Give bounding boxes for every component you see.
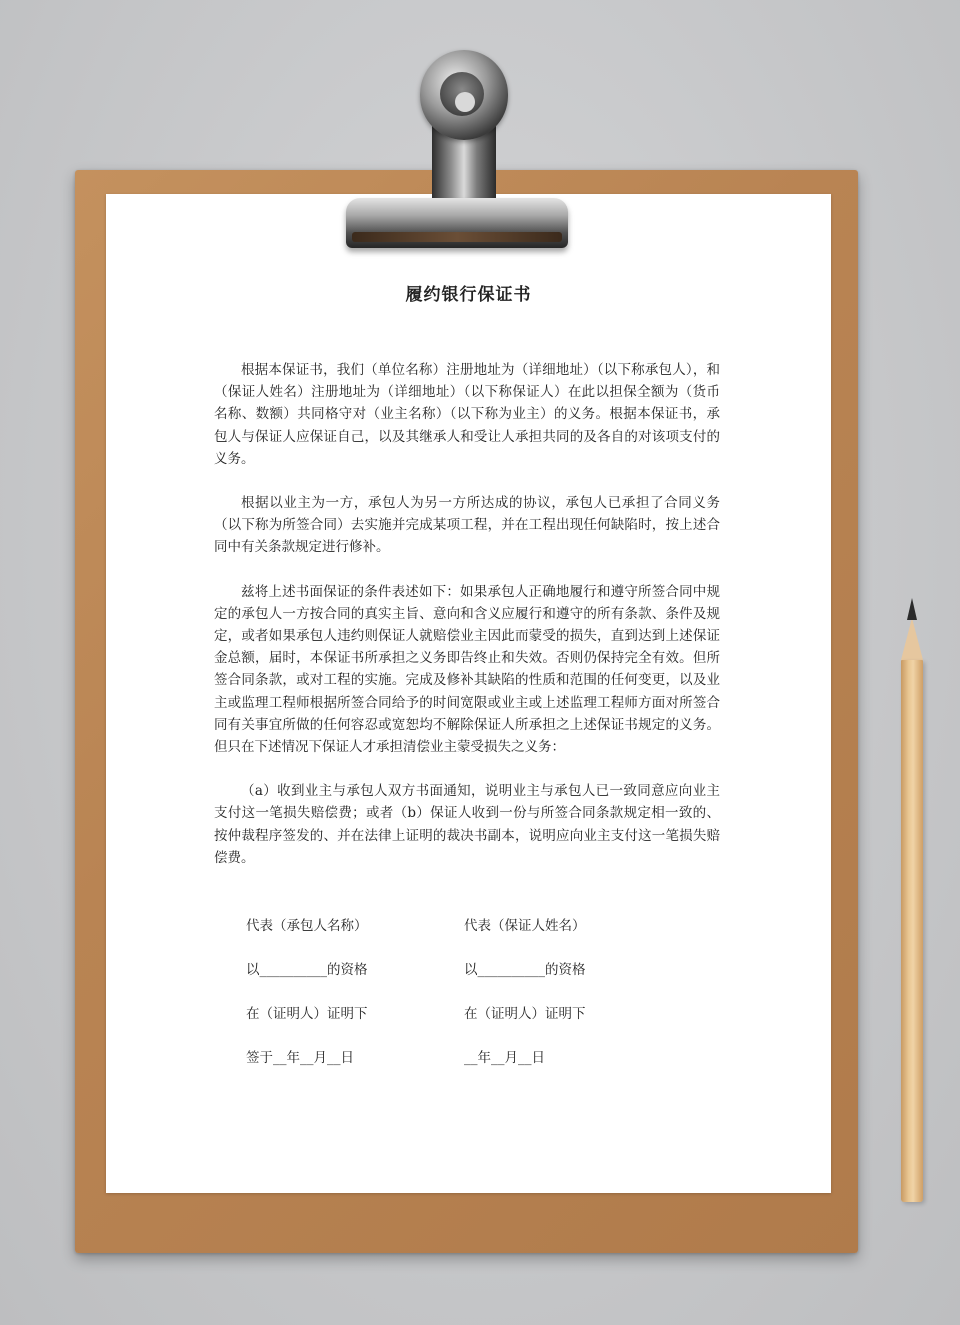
guarantor-witness: 在（证明人）证明下: [464, 1006, 586, 1022]
signature-row-witness: [246, 1002, 666, 1046]
document-body: [214, 359, 720, 891]
clip-base: [346, 198, 568, 248]
paragraph-cases: （a）收到业主与承包人双方书面通知，说明业主与承包人已一致同意应向业主支付这一笔损失赔偿费；或者（b）保证人收到一份与所签合同条款规定相一致的、按仲裁程序签发的、并在法律上证明的裁决书副本，说明应向业主支付这一笔损失赔偿费。: [214, 783, 720, 866]
pencil-body: [901, 660, 923, 1202]
contractor-date: 签于__年__月__日: [246, 1050, 354, 1066]
document-page: [106, 194, 831, 1193]
signature-row-date: [246, 1046, 666, 1090]
pencil-icon: [898, 598, 928, 1208]
guarantor-capacity: 以__________的资格: [464, 962, 586, 978]
document-title: 履约银行保证书: [405, 285, 532, 305]
binder-clip: [346, 50, 568, 248]
paragraph-conditions: 兹将上述书面保证的条件表述如下：如果承包人正确地履行和遵守所签合同中规定的承包人一方按合同的真实主旨、意向和含义应履行和遵守的所有条款、条件及规定，或者如果承包人违约则保证人就赔偿业主因此而蒙受的损失，直到达到上述保证金总额，届时，本保证书所承担之义务即告终止和失效。否则仍保持完全有效。但所签合同条款，或对工程的实施。完成及修补其缺陷的性质和范围的任何变更，以及业主或监理工程师根据所签合同给予的时间宽限或业主或上述监理工程师方面对所签合同有关事宜所做的任何容忍或宽恕均不解除保证人所承担之上述保证书规定的义务。但只在下述情况下保证人才承担清偿业主蒙受损失之义务：: [214, 583, 720, 756]
paragraph-contract: 根据以业主为一方，承包人为另一方所达成的协议，承包人已承担了合同义务（以下称为所签合同）去实施并完成某项工程，并在工程出现任何缺陷时，按上述合同中有关条款规定进行修补。: [214, 495, 720, 556]
document-content: [106, 194, 831, 1193]
paragraph-intro: 根据本保证书，我们（单位名称）注册地址为（详细地址）（以下称承包人），和（保证人姓名）注册地址为（详细地址）（以下称保证人）在此以担保全额为（货币名称、数额）共同格守对（业主名称）（以下称为业主）的义务。根据本保证书，承包人与保证人应保证自己，以及其继承人和受让人承担共同的及各自的对该项支付的义务。: [214, 362, 720, 467]
guarantor-representative: 代表（保证人姓名）: [464, 918, 586, 934]
pencil-tip: [901, 618, 923, 660]
signature-block: [246, 914, 666, 1090]
contractor-capacity: 以__________的资格: [246, 962, 368, 978]
signature-row-representative: [246, 914, 666, 958]
clip-hole: [455, 92, 475, 112]
pencil-lead: [907, 598, 917, 620]
signature-row-capacity: [246, 958, 666, 1002]
guarantor-date: __年__月__日: [464, 1050, 545, 1066]
contractor-witness: 在（证明人）证明下: [246, 1006, 368, 1022]
contractor-representative: 代表（承包人名称）: [246, 918, 368, 934]
